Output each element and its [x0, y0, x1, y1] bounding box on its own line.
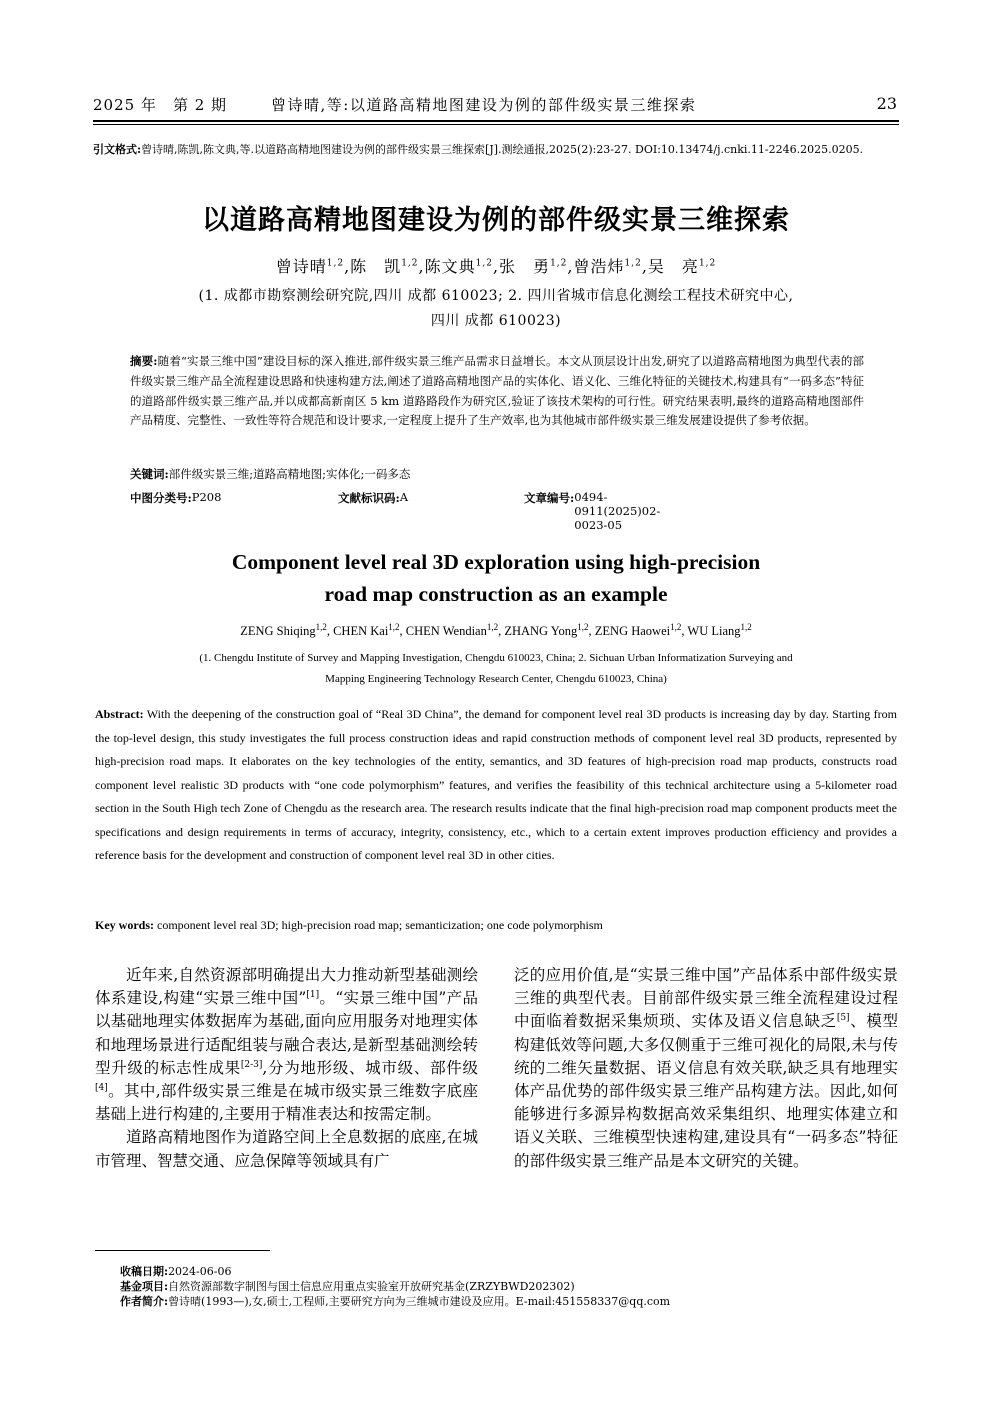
footnote-rule	[95, 1250, 270, 1251]
en-author: ZENG Shiqing	[240, 624, 316, 638]
classification-row	[130, 490, 864, 532]
cn-abstract	[130, 352, 864, 431]
en-author: CHEN Kai	[333, 624, 389, 638]
body-text: 近年来,自然资源部明确提出大力推动新型基础测绘体系建设,构建“实景三维中国”	[95, 966, 478, 1008]
doc-code-label: 文献标识码:	[338, 491, 400, 505]
en-author: WU Liang	[687, 624, 741, 638]
en-affiliation-line: Mapping Engineering Technology Research Center, Chengdu 610023, China)	[325, 673, 667, 685]
issue-label: 2025 年 第 2 期	[93, 96, 228, 114]
body-text: 。“实景三维中国”产品以基础地理实体数据库为基础,面向应用服务对地理实体和地理场景进行适配组装与融合表达,是新型基础测绘转型升级的标志性成果	[95, 989, 478, 1077]
header-rule-thin	[93, 124, 899, 125]
en-affiliation-line: (1. Chengdu Institute of Survey and Mapping Investigation, Chengdu 610023, China; 2. Sichuan Urban Informatization Surveying and	[199, 652, 793, 664]
en-keywords-text: component level real 3D; high-precision road map; semanticization; one code polymorphism	[154, 918, 603, 932]
article-no-label: 文章编号:	[524, 491, 575, 505]
body-column-right	[514, 964, 898, 1173]
cn-title: 以道路高精地图建设为例的部件级实景三维探索	[202, 205, 790, 236]
doc-code-value: A	[399, 490, 409, 504]
cn-abstract-text: 随着“实景三维中国”建设目标的深入推进,部件级实景三维产品需求日益增长。本文从顶层设计出发,研究了以道路高精地图为典型代表的部件级实景三维产品全流程建设思路和快速构建方法,阐述了道路高精地图产品的实体化、语义化、三维化特征的关键技术,构建具有“一码多态”特征的道路部件级实景三维产品,并以成都高新南区 5 km 道路路段作为研究区,验证了该技术架构的可行性。研究结果表明,最终的道路高精地图部件产品精度、完整性、一致性等符合规范和设计要求,一定程度上提升了生产效率,也为其他城市部件级实景三维发展建设提供了参考依据。	[130, 354, 864, 428]
en-affiliations	[110, 648, 882, 690]
en-abstract-label: Abstract:	[95, 707, 144, 721]
citation-ref: [1]	[306, 990, 320, 1001]
cn-keywords-text: 部件级实景三维;道路高精地图;实体化;一码多态	[168, 467, 411, 481]
cn-keywords	[130, 466, 864, 482]
footnote-label: 收稿日期:	[120, 1265, 169, 1278]
cn-author: 张 勇	[499, 257, 551, 276]
cn-author: 曾诗晴	[275, 257, 327, 276]
en-author-sup: 1,2	[486, 621, 499, 632]
cn-abstract-label: 摘要:	[130, 354, 158, 368]
footnote-author	[120, 1294, 897, 1309]
en-author-sup: 1,2	[577, 621, 589, 632]
en-author-sup: 1,2	[670, 621, 682, 632]
cn-authors: 曾诗晴$^{1,2}$,陈 凯$^{1,2}$,陈文典$^{1,2}$,张 勇$^{1,2}$,曾浩炜$^{1,2}$,吴 亮$^{1,2}$	[275, 257, 717, 276]
footnote-label: 基金项目:	[120, 1280, 169, 1293]
en-keywords	[95, 918, 897, 933]
footnotes	[120, 1264, 897, 1309]
cn-affiliations	[120, 284, 872, 334]
en-title-line: road map construction as an example	[324, 582, 668, 606]
cn-affiliation-line: (1. 成都市勘察测绘研究院,四川 成都 610023; 2. 四川省城市信息化测绘工程技术研究中心,	[198, 288, 794, 304]
en-abstract	[95, 703, 897, 868]
article-no-value: 0494-0911(2025)02-0023-05	[574, 490, 661, 532]
en-author-sup: 1,2	[388, 621, 400, 632]
en-author-sup: 1,2	[315, 621, 327, 632]
cn-author-sup: 1,2	[326, 258, 345, 269]
body-text: 、模型构建低效等问题,大多仅侧重于三维可视化的局限,未与传统的二维矢量数据、语义信息有效关联,缺乏具有地理实体产品优势的部件级实景三维产品构建方法。因此,如何能够进行多源异构数据高效采集组织、地理实体建立和语义关联、三维模型快速构建,建设具有“一码多态”特征的部件级实景三维产品是本文研究的关键。	[514, 1012, 898, 1170]
cn-author-sup: 1,2	[698, 258, 717, 269]
cn-author-sup: 1,2	[475, 258, 493, 269]
citation-ref: [5]	[836, 1013, 850, 1024]
body-text: 。其中,部件级实景三维是在城市级实景三维数字底座基础上进行构建的,主要用于精准表达和按需定制。	[95, 1082, 478, 1124]
en-author: CHEN Wendian	[405, 624, 487, 638]
en-author: ZENG Haowei	[594, 624, 671, 638]
citation-label: 引文格式:	[93, 143, 142, 156]
cn-author: 曾浩炜	[573, 257, 625, 276]
en-keywords-label: Key words:	[95, 918, 154, 932]
cn-author-sup: 1,2	[624, 258, 642, 269]
cn-author-sup: 1,2	[401, 258, 419, 269]
en-author: ZHANG Yong	[504, 624, 578, 638]
citation-text: 曾诗晴,陈凯,陈文典,等.以道路高精地图建设为例的部件级实景三维探索[J].测绘通报,2025(2):23-27. DOI:10.13474/j.cnki.11-2246.2025.0205.	[141, 143, 864, 156]
en-title-line: Component level real 3D exploration using high-precision	[231, 550, 761, 574]
cn-affiliation-line: 四川 成都 610023)	[430, 313, 562, 329]
page-number: 23	[876, 94, 897, 113]
body-paragraph: 道路高精地图作为道路空间上全息数据的底座,在城市管理、智慧交通、应急保障等领域具有广	[95, 1128, 478, 1170]
footnote-fund	[120, 1279, 897, 1294]
article-no-field	[524, 490, 661, 532]
body-paragraph	[95, 964, 478, 1126]
footnote-text: 2024-06-06	[168, 1265, 232, 1278]
running-title: 曾诗晴,等:以道路高精地图建设为例的部件级实景三维探索	[271, 96, 697, 114]
header-rule	[93, 120, 899, 122]
doc-code-field	[338, 490, 409, 506]
clc-label: 中图分类号:	[130, 491, 192, 505]
citation-block	[93, 140, 899, 159]
en-title	[120, 546, 872, 610]
clc-field	[130, 490, 222, 506]
footnote-text: 自然资源部数字制图与国土信息应用重点实验室开放研究基金(ZRZYBWD202302)	[168, 1280, 575, 1293]
body-paragraph	[514, 964, 898, 1173]
cn-author: 吴 亮	[647, 257, 699, 276]
running-header	[93, 90, 899, 118]
cn-author-sup: 1,2	[550, 258, 568, 269]
citation-ref: [2-3]	[240, 1059, 263, 1070]
en-author-sup: 1,2	[740, 621, 752, 632]
footnote-label: 作者简介:	[120, 1295, 169, 1308]
body-column-left	[95, 964, 478, 1173]
citation-ref: [4]	[95, 1082, 108, 1093]
footnote-text: 曾诗晴(1993—),女,硕士,工程师,主要研究方向为三维城市建设及应用。E-mail:451558337@qq.com	[168, 1295, 671, 1308]
footnote-received	[120, 1264, 897, 1279]
cn-author: 陈文典	[424, 257, 476, 276]
cn-keywords-label: 关键词:	[130, 467, 169, 481]
body-text: 泛的应用价值,是“实景三维中国”产品体系中部件级实景三维的典型代表。目前部件级实景三维全流程建设过程中面临着数据采集烦琐、实体及语义信息缺乏	[514, 966, 898, 1031]
body-text: ,分为地形级、城市级、部件级	[262, 1058, 478, 1077]
cn-author: 陈 凯	[350, 257, 402, 276]
en-abstract-text: With the deepening of the construction goal of “Real 3D China”, the demand for component level real 3D products is increasing day by day. Starting from the top-level design, this study investigates the full process construction ideas and rapid construction methods of component level real 3D products, represented by high-precision road maps. It elaborates on the key technologies of the entity, semantics, and 3D features of high-precision road map products, constructs road component level realistic 3D products with “one code polymorphism” features, and verifies the feasibility of this technical architecture using a 5-kilometer road section in the South High tech Zone of Chengdu as the research area. The research results indicate that the final high-precision road map component products meet the specifications and design requirements in terms of accuracy, integrity, consistency, etc., which to a certain extent improves production efficiency and provides a reference basis for the development and construction of component level real 3D in other cities.	[95, 707, 897, 862]
clc-value: P208	[191, 490, 222, 504]
en-authors: ZENG Shiqing$^{1,2}$, CHEN Kai$^{1,2}$, CHEN Wendian$^{1,2}$, ZHANG Yong$^{1,2}$, ZENG Haowei$^{1,2}$, WU Liang$^{1,2}$	[240, 621, 752, 638]
